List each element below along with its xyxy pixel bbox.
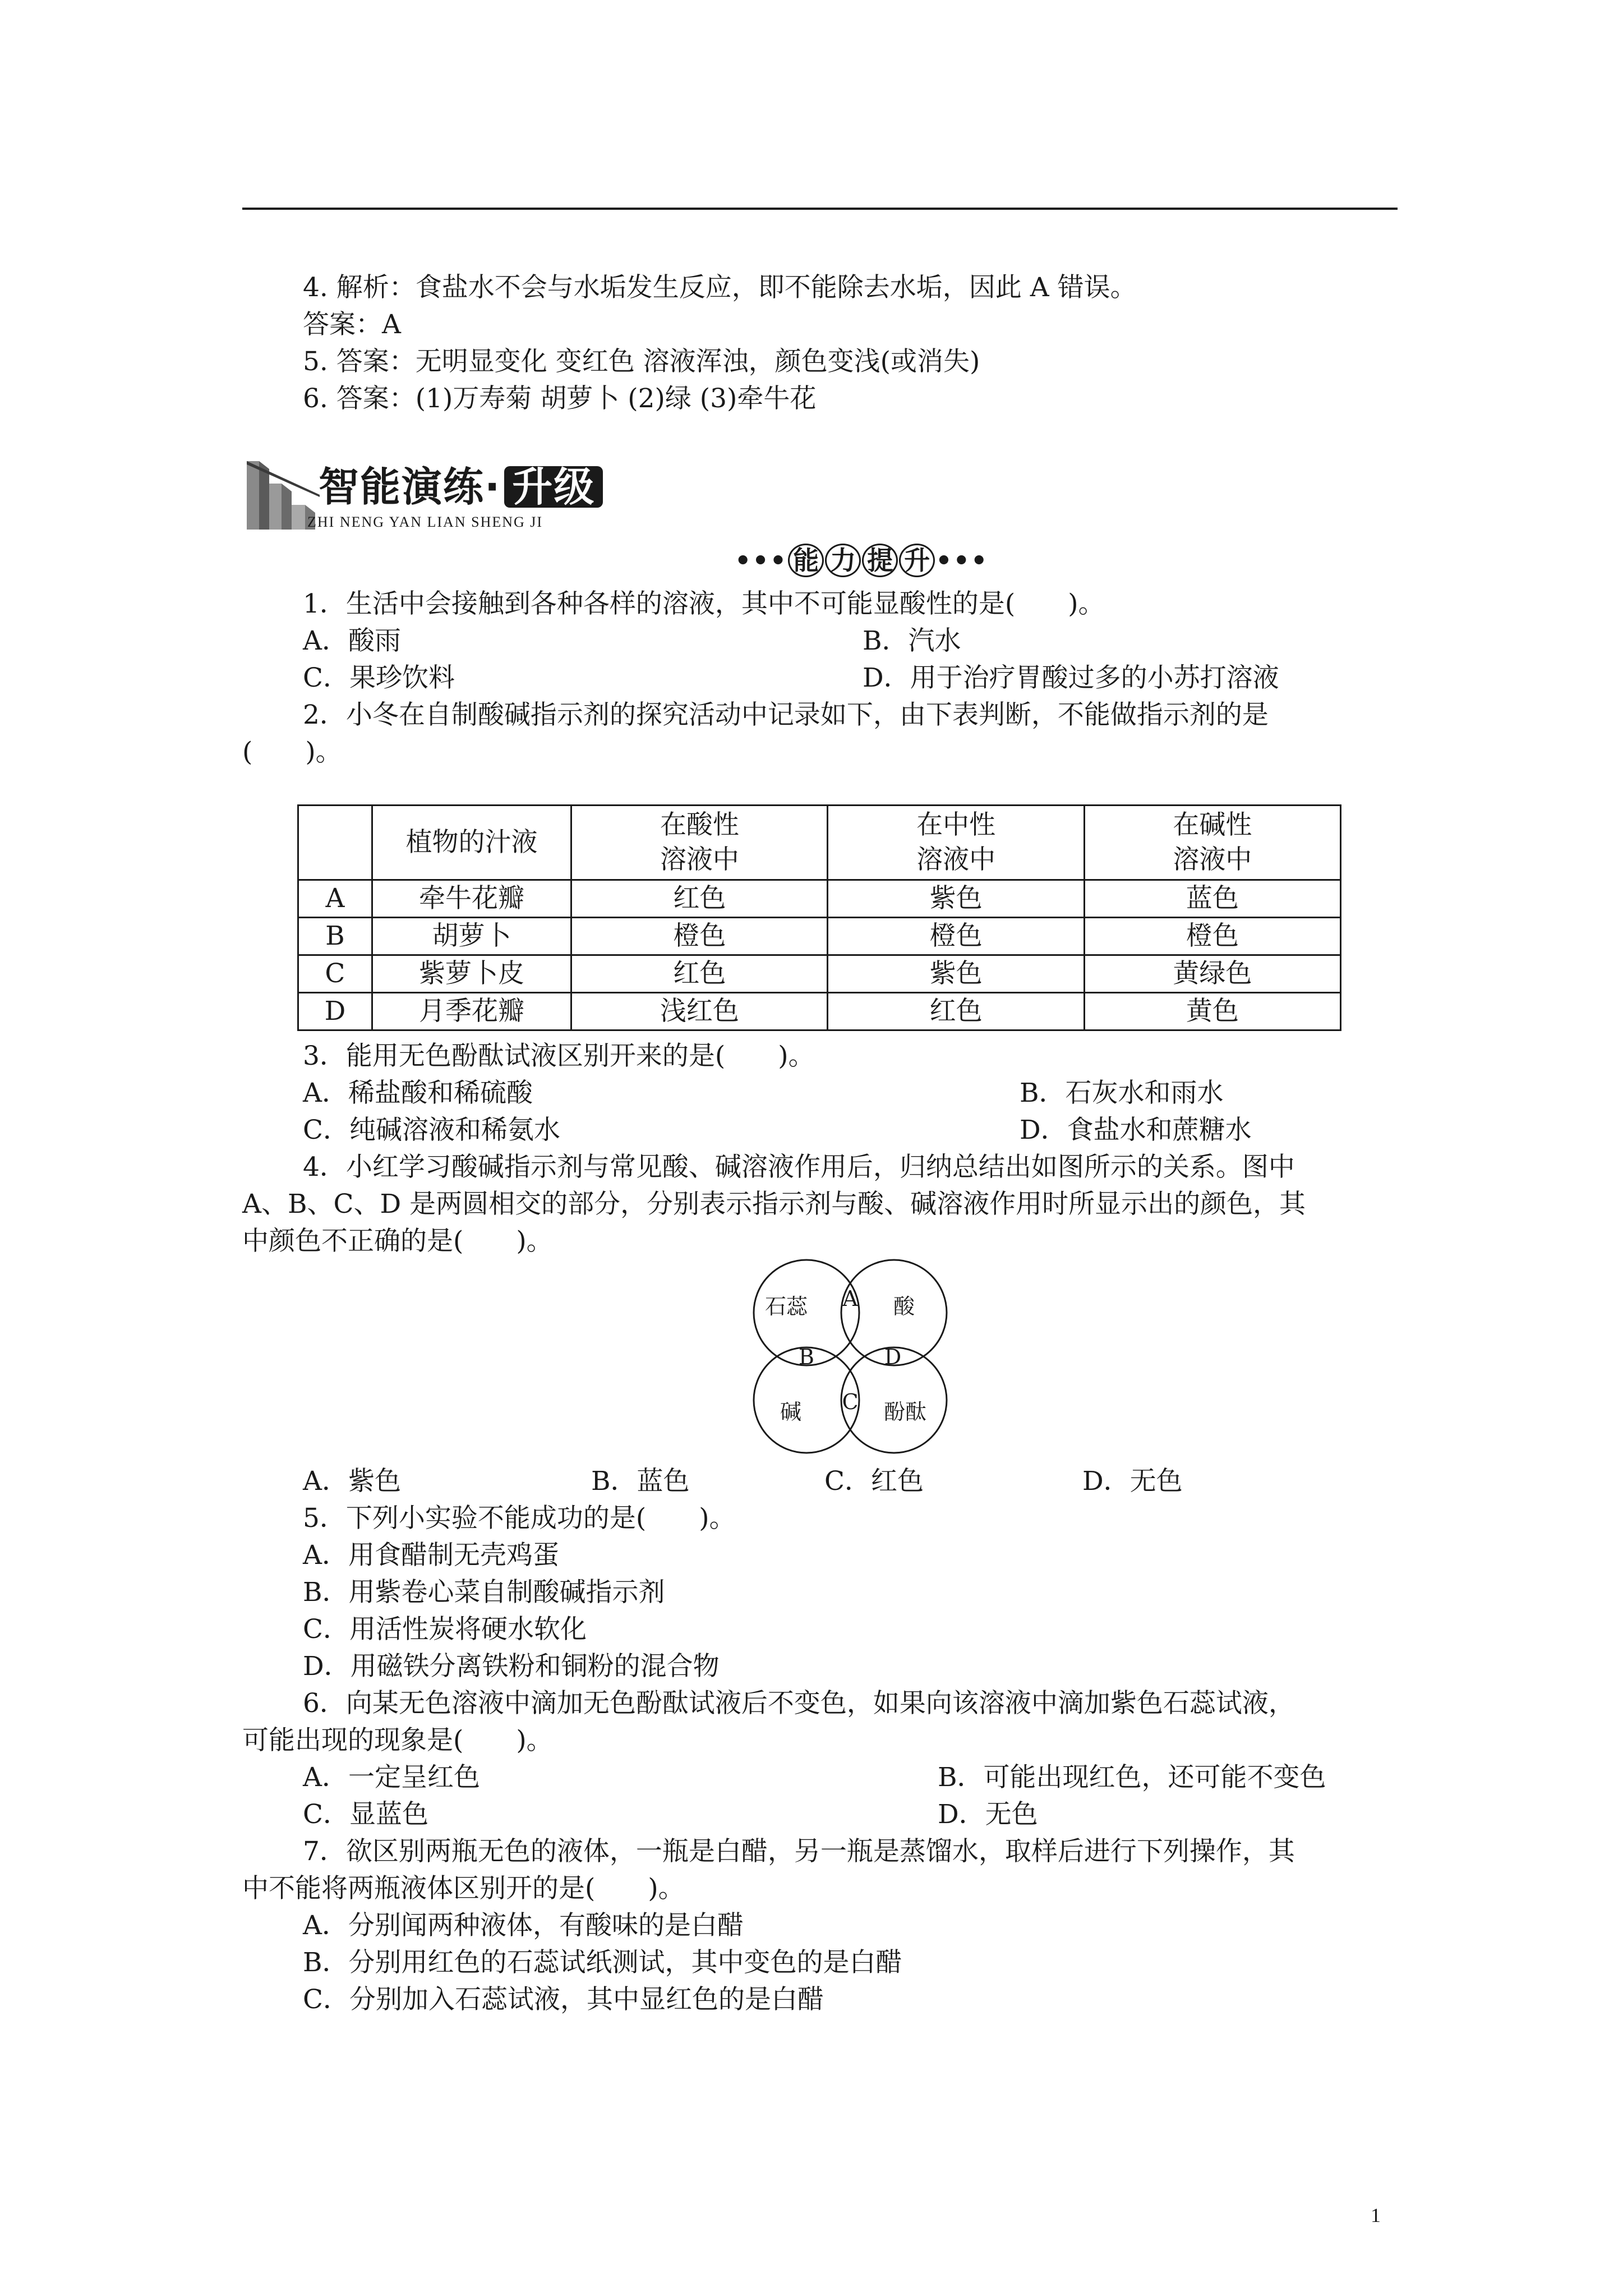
- table-row: [298, 955, 1341, 993]
- q1-stem: 1．生活中会接触到各种各样的溶液，其中不可能显酸性的是( )。: [303, 588, 1105, 619]
- q6-option-a: A．一定呈红色: [303, 1762, 480, 1793]
- q2-stem-line2: ( )。: [242, 737, 342, 767]
- answer-5: 5. 答案：无明显变化 变红色 溶液浑浊，颜色变浅(或消失): [303, 346, 980, 377]
- q1-option-a: A．酸雨: [303, 625, 401, 656]
- q7-option-c: C．分别加入石蕊试液，其中显红色的是白醋: [303, 1984, 824, 2015]
- venn-region-c: C: [842, 1389, 859, 1414]
- q6-option-c: C．显蓝色: [303, 1799, 428, 1830]
- table-cell: 红色: [828, 993, 1084, 1030]
- q1-option-d: D．用于治疗胃酸过多的小苏打溶液: [863, 662, 1279, 693]
- q4-stem-line1: 4．小红学习酸碱指示剂与常见酸、碱溶液作用后，归纳总结出如图所示的关系。图中: [303, 1152, 1295, 1182]
- table-cell: 红色: [571, 955, 828, 993]
- table-cell: 紫萝卜皮: [372, 955, 571, 993]
- q4-stem-line3: 中颜色不正确的是( )。: [242, 1226, 553, 1257]
- table-cell: 蓝色: [1084, 880, 1340, 918]
- table-cell: 黄色: [1084, 993, 1340, 1030]
- q4-option-b: B．蓝色: [591, 1466, 690, 1497]
- table-header-row: [298, 806, 1341, 880]
- q7-stem-line1: 7．欲区别两瓶无色的液体，一瓶是白醋，另一瓶是蒸馏水，取样后进行下列操作，其: [303, 1836, 1295, 1867]
- table-cell: 橙色: [1084, 918, 1340, 955]
- q4-stem-line2: A、B、C、D 是两圆相交的部分，分别表示指示剂与酸、碱溶液作用时所显示出的颜色，其: [242, 1189, 1306, 1220]
- q7-option-a: A．分别闻两种液体，有酸味的是白醋: [303, 1910, 744, 1941]
- subheading-char: 能: [788, 544, 824, 577]
- banner-title-text: 智能演练: [319, 463, 485, 510]
- table-cell: 胡萝卜: [372, 918, 571, 955]
- page-number: 1: [1371, 2204, 1381, 2226]
- table-cell: 黄绿色: [1084, 955, 1340, 993]
- q4-option-c: C．红色: [824, 1466, 924, 1497]
- q3-option-c: C．纯碱溶液和稀氨水: [303, 1115, 560, 1145]
- table-cell: B: [298, 918, 372, 955]
- banner-dot: ·: [485, 463, 501, 510]
- q5-option-c: C．用活性炭将硬水软化: [303, 1614, 587, 1645]
- q6-stem-line2: 可能出现的现象是( )。: [242, 1725, 553, 1756]
- q5-option-a: A．用食醋制无壳鸡蛋: [303, 1540, 559, 1571]
- table-cell: 红色: [571, 880, 828, 918]
- venn-label-base: 碱: [780, 1400, 802, 1424]
- table-header-cell: 在碱性 溶液中: [1084, 806, 1340, 880]
- header-rule: [242, 208, 1398, 210]
- table-cell: 紫色: [828, 955, 1084, 993]
- q2-stem-line1: 2．小冬在自制酸碱指示剂的探究活动中记录如下，由下表判断，不能做指示剂的是: [303, 700, 1269, 730]
- q3-stem: 3．能用无色酚酞试液区别开来的是( )。: [303, 1041, 815, 1071]
- q4-option-d: D．无色: [1082, 1466, 1183, 1497]
- q4-option-a: A．紫色: [303, 1466, 401, 1497]
- venn-region-b: B: [799, 1345, 814, 1369]
- table-row: [298, 880, 1341, 918]
- answer-6: 6. 答案：(1)万寿菊 胡萝卜 (2)绿 (3)牵牛花: [303, 383, 817, 414]
- venn-diagram: [744, 1258, 957, 1460]
- venn-region-d: D: [884, 1345, 902, 1369]
- q1-option-c: C．果珍饮料: [303, 662, 455, 693]
- q5-option-d: D．用磁铁分离铁粉和铜粉的混合物: [303, 1651, 720, 1682]
- q6-option-d: D．无色: [938, 1799, 1038, 1830]
- table-cell: 紫色: [828, 880, 1084, 918]
- q7-option-b: B．分别用红色的石蕊试纸测试，其中变色的是白醋: [303, 1947, 902, 1978]
- table-header-cell: 在酸性 溶液中: [571, 806, 828, 880]
- table-header-cell: [298, 806, 372, 880]
- q3-option-a: A．稀盐酸和稀硫酸: [303, 1078, 533, 1108]
- venn-region-a: A: [842, 1286, 858, 1311]
- banner-badge: 升级: [504, 466, 603, 508]
- answer-4-analysis: 4. 解析：食盐水不会与水垢发生反应，即不能除去水垢，因此 A 错误。: [303, 272, 1137, 303]
- venn-label-acid: 酸: [893, 1294, 915, 1319]
- subheading-char: 升: [899, 544, 935, 577]
- answer-4: 答案：A: [303, 309, 401, 340]
- table-row: [298, 993, 1341, 1030]
- table-row: [298, 918, 1341, 955]
- q6-stem-line1: 6．向某无色溶液中滴加无色酚酞试液后不变色，如果向该溶液中滴加紫色石蕊试液，: [303, 1688, 1295, 1719]
- table-cell: A: [298, 880, 372, 918]
- table-cell: 牵牛花瓣: [372, 880, 571, 918]
- plant-indicator-table: [297, 804, 1341, 1031]
- subheading-dots-left: •••: [735, 545, 788, 576]
- table-cell: D: [298, 993, 372, 1030]
- q3-option-b: B．石灰水和雨水: [1020, 1078, 1224, 1108]
- banner-title: [319, 464, 603, 509]
- table-cell: 浅红色: [571, 993, 828, 1030]
- table-header-cell: 在中性 溶液中: [828, 806, 1084, 880]
- table-cell: 橙色: [828, 918, 1084, 955]
- venn-label-litmus: 石蕊: [764, 1294, 808, 1319]
- subheading-dots-right: •••: [935, 545, 989, 576]
- q1-option-b: B．汽水: [863, 625, 961, 656]
- q3-option-d: D．食盐水和蔗糖水: [1020, 1115, 1252, 1145]
- venn-label-phenolphthalein: 酚酞: [883, 1400, 927, 1424]
- q7-stem-line2: 中不能将两瓶液体区别开的是( )。: [242, 1873, 685, 1904]
- table-cell: 橙色: [571, 918, 828, 955]
- q5-stem: 5．下列小实验不能成功的是( )。: [303, 1503, 736, 1534]
- banner-subtitle: ZHI NENG YAN LIAN SHENG JI: [307, 514, 543, 530]
- q6-option-b: B．可能出现红色，还可能不变色: [938, 1762, 1326, 1793]
- q5-option-b: B．用紫卷心菜自制酸碱指示剂: [303, 1577, 665, 1608]
- table-header-cell: 植物的汁液: [372, 806, 571, 880]
- subheading-char: 提: [862, 544, 898, 577]
- table-cell: C: [298, 955, 372, 993]
- section-subheading: [735, 543, 988, 578]
- subheading-char: 力: [825, 544, 861, 577]
- table-cell: 月季花瓣: [372, 993, 571, 1030]
